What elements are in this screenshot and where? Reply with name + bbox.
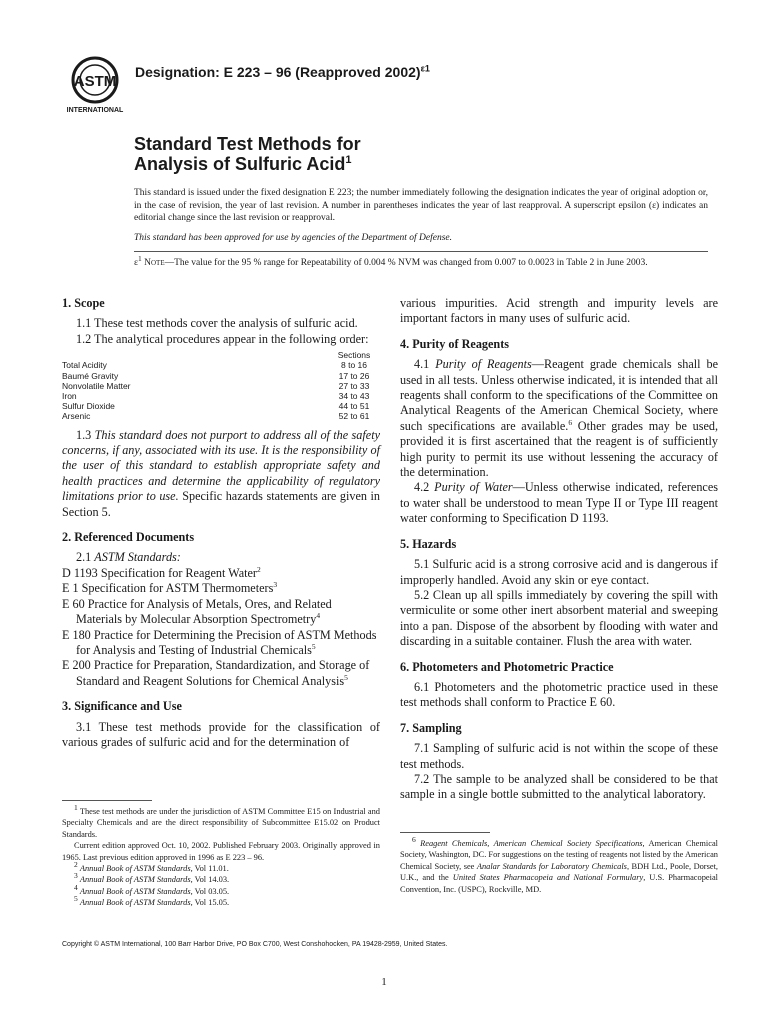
- issuance-note: This standard is issued under the fixed designation E 223; the number immediately following the designation indicates the year of original adoption or, in the case of revision, the year of last revision. A number in parentheses indicates the year of last reapproval. A superscript epsilon (ε) indicates an editorial change since the last revision or reapproval.: [134, 188, 708, 223]
- reference-item: D 1193 Specification for Reagent Water$^2$: [62, 564, 261, 580]
- section-heading-sampling: 7. Sampling: [400, 720, 462, 735]
- paragraph-3-1: 3.1 These test methods provide for the classification of various grades of sulfuric acid and for the determination of: [62, 719, 380, 749]
- footnote-4: $^4$ Annual Book of ASTM Standards, Vol 03.05.: [74, 883, 230, 896]
- paragraph-4-2: 4.2 Purity of Water—Unless otherwise indicated, references to water shall be understood to mean Type II or Type III reagent water conforming to Specification D 1193.: [400, 480, 718, 526]
- section-heading-photometers: 6. Photometers and Photometric Practice: [400, 659, 614, 674]
- sections-table: [62, 350, 380, 421]
- paragraph-3-1-continued: various impurities. Acid strength and impurity levels are important factors in many uses of sulfuric acid.: [400, 296, 718, 326]
- left-column: [62, 296, 380, 750]
- logo-subtext: INTERNATIONAL: [66, 107, 124, 114]
- designation: [135, 64, 430, 80]
- footnotes-right: [400, 832, 718, 895]
- sections-table-header: Sections: [337, 350, 371, 361]
- sections-row: Iron 34 to 43: [62, 391, 370, 402]
- note-label: Note: [144, 258, 165, 268]
- reference-item: E 60 Practice for Analysis of Metals, Ores, and Related Materials by Molecular Absorption Spectrometry$^4$: [62, 596, 332, 627]
- paragraph-5-1: 5.1 Sulfuric acid is a strong corrosive acid and is dangerous if improperly handled. Avoid any skin or eye contact.: [400, 557, 718, 587]
- footnote-divider: [400, 832, 490, 833]
- footnote-1-approval: Current edition approved Oct. 10, 2002. Published February 2003. Originally approved in 1965. Last previous edition approved in 1996 as E 223 – 96.: [62, 841, 380, 862]
- paragraph-7-1: 7.1 Sampling of sulfuric acid is not within the scope of these test methods.: [400, 741, 718, 771]
- paragraph-2-1: 2.1 ASTM Standards:: [76, 550, 181, 565]
- footnote-6: $^6$ Reagent Chemicals, American Chemical Society Specifications, American Chemical Society, Washington, DC. For suggestions on the testing of reagents not listed by the American Chemical Society, see Analar Standards for Laboratory Chemicals, BDH Ltd., Poole, Dorset, U.K., and the United States Pharmacopeia and National Formulary, U.S. Pharmacopeial Convention, Inc. (USPC), Rockville, MD.: [400, 835, 719, 894]
- reference-item: E 180 Practice for Determining the Precision of ASTM Methods for Analysis and Testing of Industrial Chemicals$^5$: [62, 627, 377, 657]
- editorial-change-note: $\varepsilon^1$ Note—The value for the 95 % range for Repeatability of 0.004 % NVM was changed from 0.007 to 0.0023 in Table 2 in June 2003.: [134, 251, 708, 270]
- title-line-1: Standard Test Methods for: [134, 134, 361, 154]
- sections-row: Baumé Gravity 17 to 26: [62, 370, 370, 381]
- sections-row: Nonvolatile Matter 27 to 33: [62, 380, 370, 391]
- section-heading-scope: 1. Scope: [62, 296, 105, 310]
- footnote-5: $^5$ Annual Book of ASTM Standards, Vol 15.05.: [74, 894, 230, 908]
- astm-logo: [62, 55, 128, 115]
- section-heading-significance: 3. Significance and Use: [62, 699, 182, 714]
- paragraph-1-2: 1.2 The analytical procedures appear in the following order:: [76, 331, 369, 346]
- logo-text: ASTM: [73, 73, 117, 90]
- designation-sup: ε1: [420, 63, 430, 74]
- footnote-2: $^2$ Annual Book of ASTM Standards, Vol 11.01.: [74, 860, 229, 874]
- section-heading-purity-of-reagents: 4. Purity of Reagents: [400, 336, 509, 351]
- document-title: [134, 134, 361, 174]
- title-footnote-ref: 1: [345, 154, 352, 166]
- paragraph-6-1: 6.1 Photometers and the photometric practice used in these test methods shall conform to Practice E 60.: [400, 679, 718, 710]
- page-number: 1: [381, 976, 387, 988]
- sections-row: Arsenic 52 to 61: [62, 411, 370, 422]
- sections-row: Sulfur Dioxide 44 to 51: [62, 401, 370, 412]
- reference-item: E 1 Specification for ASTM Thermometers$^3$: [62, 580, 278, 596]
- designation-text: Designation: E 223 – 96 (Reapproved 2002): [135, 64, 421, 80]
- copyright-notice: Copyright © ASTM International, 100 Barr Harbor Drive, PO Box C700, West Conshohocken, PA 19428-2959, United States.: [62, 941, 448, 948]
- paragraph-5-2: 5.2 Clean up all spills immediately by covering the spill with vermiculite or some other inert absorbent material and sweeping into a pan. Dispose of the absorbent by flooding with water and discarding in a suitable container. Flush the area with water.: [400, 587, 718, 649]
- footnote-divider: [62, 800, 152, 801]
- section-heading-referenced-documents: 2. Referenced Documents: [62, 530, 195, 545]
- sections-row: Total Acidity 8 to 16: [62, 360, 367, 371]
- reference-item: E 200 Practice for Preparation, Standardization, and Storage of Standard and Reagent Solutions for Chemical Analysis$^5$: [62, 658, 370, 688]
- footnotes-left: [62, 800, 380, 909]
- paragraph-1-3: 1.3 This standard does not purport to address all of the safety concerns, if any, associated with its use. It is the responsibility of the user of this standard to establish appropriate safety and health practices and determine the applicability of regulatory limitations prior to use. Specific hazards statements are given in Section 5.: [62, 427, 380, 519]
- paragraph-4-1: 4.1 Purity of Reagents—Reagent grade chemicals shall be used in all tests. Unless otherwise indicated, it is intended that all reagents shall conform to the specifications of the Committee on Analytical Reagents of the American Chemical Society, where such specifications are available.$^6$ Other grades may be used, provided it is first ascertained that the reagent is of sufficiently high purity to permit its use without lessening the accuracy of the determination.: [400, 357, 719, 480]
- footnote-3: $^3$ Annual Book of ASTM Standards, Vol 14.03.: [74, 871, 230, 885]
- right-column: [400, 296, 718, 803]
- title-line-2: Analysis of Sulfuric Acid$^1$: [134, 154, 352, 174]
- paragraph-1-1: 1.1 These test methods cover the analysis of sulfuric acid.: [76, 316, 358, 331]
- section-heading-hazards: 5. Hazards: [400, 536, 457, 551]
- paragraph-7-2: 7.2 The sample to be analyzed shall be considered to be that sample in a single bottle submitted to the analytical laboratory.: [400, 771, 718, 802]
- footnote-1: $^1$ These test methods are under the jurisdiction of ASTM Committee E15 on Industrial and Specialty Chemicals and are the direct responsibility of Subcommittee E15.02 on Product Standards.: [62, 803, 380, 839]
- defense-approval-note: This standard has been approved for use by agencies of the Department of Defense.: [134, 233, 453, 243]
